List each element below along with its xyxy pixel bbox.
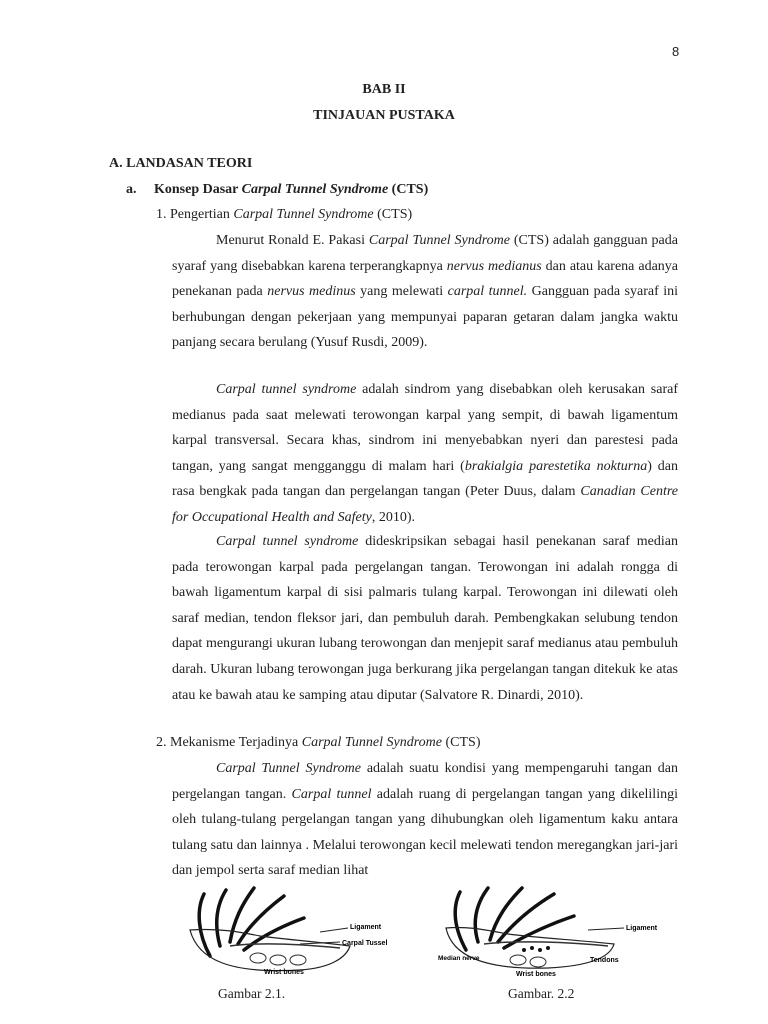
figure-2-illustration [438,884,678,976]
subsection-term: Carpal Tunnel Syndrome [241,182,389,197]
item1-term: Carpal Tunnel Syndrome [233,207,374,222]
item2-term: Carpal Tunnel Syndrome [301,735,442,750]
page-number: 8 [672,44,680,59]
item2-suffix: (CTS) [442,735,481,750]
section-heading: A. LANDASAN TEORI [109,156,253,171]
paragraph-3: Carpal tunnel syndrome dideskripsikan sebagai hasil penekanan saraf median pada terowongan karpal pada pergelangan tangan. Terowongan ini adalah rongga di bawah ligamentum karpal di sisi palmaris tulang karpal. Terowongan ini dilewati oleh saraf median, tendon fleksor jari, dan pembuluh darah. Pembengkakan selubung tendon dapat mengurangi ukuran lubang terowongan dan menjepit saraf medianus atau pembuluh darah. Ukuran lubang terowongan juga berkurang jika pergelangan tangan ditekuk ke atas atau ke bawah atau ke samping atau diputar (Salvatore R. Dinardi, 2010). [172,534,678,703]
figure-2-label-wrist: Wrist bones [516,971,556,976]
figure-1-label-wrist: Wrist bones [264,969,304,976]
figure-2-label-median: Median nerve [438,955,480,962]
list-item-2-heading [156,735,481,751]
figure-2-label-ligament: Ligament [626,925,658,932]
subsection-marker: a. [126,182,137,197]
figure-2-caption: Gambar. 2.2 [508,986,575,1001]
figure-1-illustration [180,884,420,976]
item2-text: 2. Mekanisme Terjadinya [156,735,302,750]
paragraph-1: Menurut Ronald E. Pakasi Carpal Tunnel Syndrome (CTS) adalah gangguan pada syaraf yang disebabkan karena terperangkapnya nervus medianus dan atau karena adanya penekanan pada nervus medinus yang melewati carpal tunnel. Gangguan pada syaraf ini berhubungan dengan pekerjaan yang mempunyai paparan getaran dalam jangka waktu panjang secara berulang (Yusuf Rusdi, 2009). [172,233,678,351]
item1-suffix: (CTS) [373,207,413,222]
paragraph-2: Carpal tunnel syndrome adalah sindrom yang disebabkan oleh kerusakan saraf medianus pada saat melewati terowongan karpal yang sempit, di bawah ligamentum karpal transversal. Secara khas, sindrom ini menyebabkan nyeri dan parestesi pada tangan, yang sangat mengganggu di malam hari (brakialgia parestetika nokturna) dan rasa bengkak pada tangan dan pergelangan tangan (Peter Duus, dalam Canadian Centre for Occupational Health and Safety, 2010). [172,382,678,525]
chapter-title: TINJAUAN PUSTAKA [313,108,455,123]
chapter-label: BAB II [362,82,406,97]
subsection-text: Konsep Dasar [154,182,242,197]
list-item-1-heading [156,207,412,223]
subsection-heading [126,182,429,198]
subsection-suffix: (CTS) [388,182,429,197]
figure-1-caption: Gambar 2.1. [218,986,286,1001]
figure-1-label-carpal: Carpal Tussel [342,940,388,947]
figure-2-label-tendons: Tendons [590,957,619,964]
figure-1-label-ligament: Ligament [350,924,382,931]
item1-text: 1. Pengertian [156,207,234,222]
paragraph-4: Carpal Tunnel Syndrome adalah suatu kondisi yang mempengaruhi tangan dan pergelangan tangan. Carpal tunnel adalah ruang di pergelangan tangan yang dikelilingi oleh tulang-tulang pergelangan tangan yang dihubungkan oleh ligamentum kaku antara tulang satu dan lainnya . Melalui terowongan kecil melewati tendon meregangkan jari-jari dan jempol serta saraf median lihat [172,761,679,879]
